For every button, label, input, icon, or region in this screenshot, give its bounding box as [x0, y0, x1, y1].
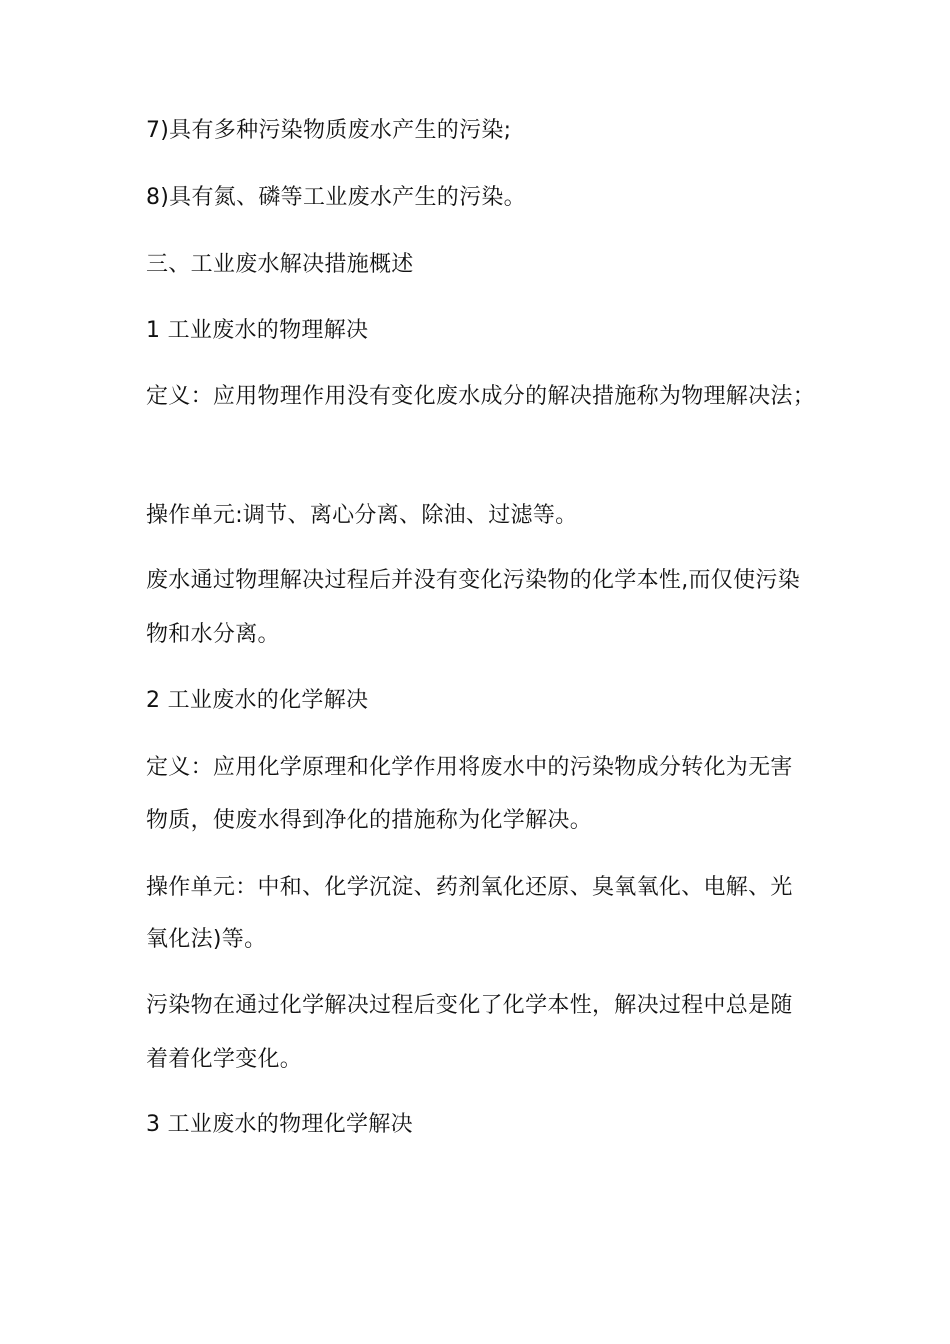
- operation-units-chemical-line-2: 氧化法)等。: [146, 927, 267, 952]
- definition-chemical-line-2: 物质，使废水得到净化的措施称为化学解决。: [146, 808, 593, 833]
- subsection-heading-1: 1 工业废水的物理解决: [146, 318, 369, 343]
- paragraph-chemical-line-1: 污染物在通过化学解决过程后变化了化学本性，解决过程中总是随: [146, 993, 793, 1018]
- operation-units-chemical-line-1: 操作单元：中和、化学沉淀、药剂氧化还原、臭氧氧化、电解、光: [146, 875, 793, 900]
- operation-units-physical: 操作单元:调节、离心分离、除油、过滤等。: [146, 503, 578, 528]
- definition-chemical-line-1: 定义：应用化学原理和化学作用将废水中的污染物成分转化为无害: [146, 755, 793, 780]
- list-item-7: 7)具有多种污染物质废水产生的污染;: [146, 118, 512, 143]
- paragraph-physical-line-1: 废水通过物理解决过程后并没有变化污染物的化学本性,而仅使污染: [146, 568, 800, 593]
- paragraph-physical-line-2: 物和水分离。: [146, 622, 280, 647]
- definition-physical: 定义：应用物理作用没有变化废水成分的解决措施称为物理解决法；: [146, 384, 816, 409]
- subsection-heading-3: 3 工业废水的物理化学解决: [146, 1112, 413, 1137]
- paragraph-chemical-line-2: 着着化学变化。: [146, 1047, 303, 1072]
- section-heading-3: 三、工业废水解决措施概述: [146, 252, 414, 277]
- list-item-8: 8)具有氮、磷等工业废水产生的污染。: [146, 185, 526, 210]
- subsection-heading-2: 2 工业废水的化学解决: [146, 688, 369, 713]
